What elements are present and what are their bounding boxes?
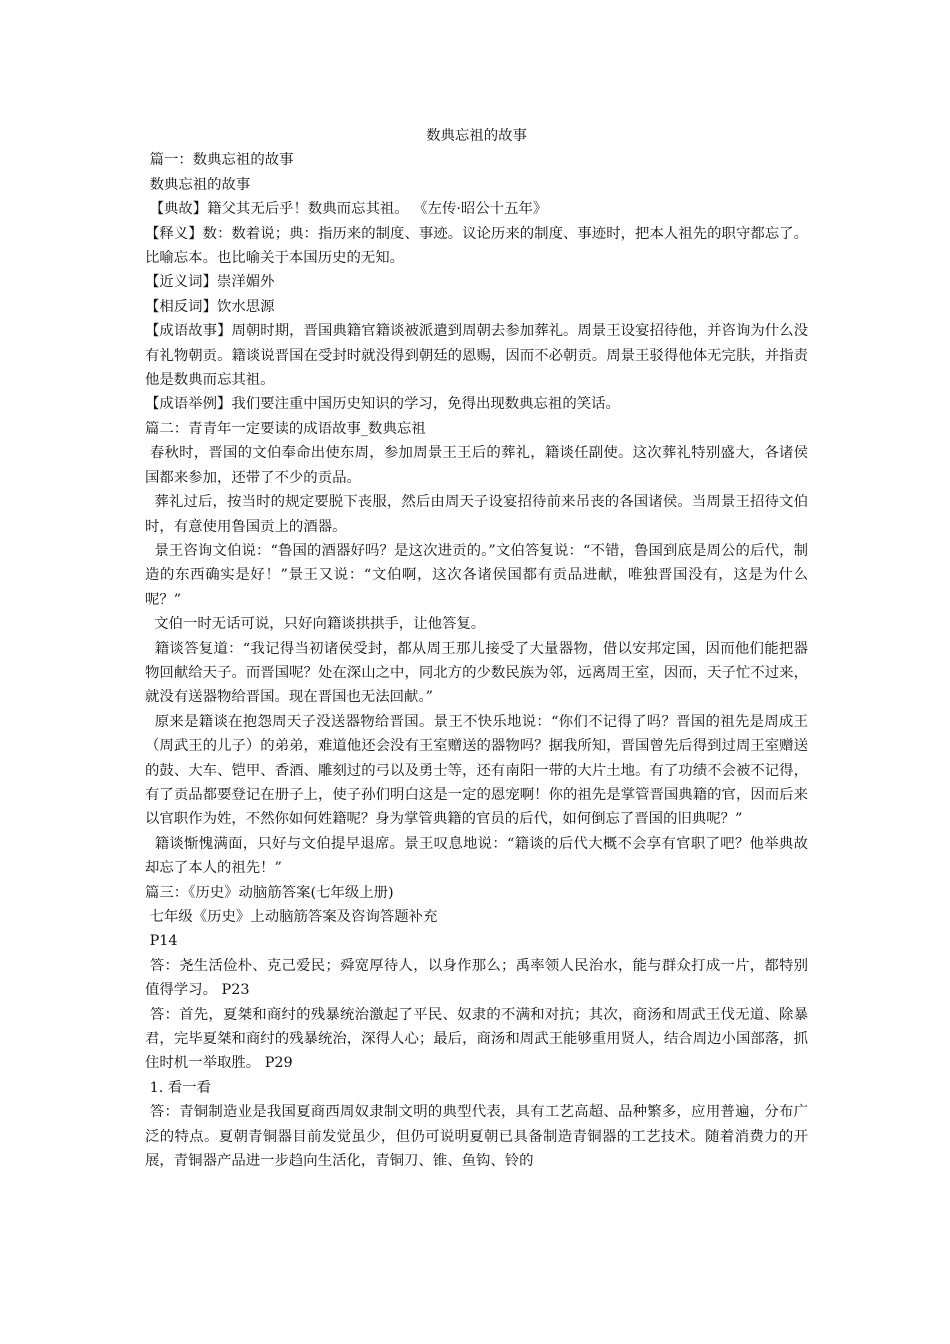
document-page <box>145 124 808 1173</box>
paragraph: 篇二：青青年一定要读的成语故事_数典忘祖 <box>145 420 426 437</box>
paragraph: 景王咨询文伯说：“鲁国的酒器好吗？是这次进贡的。”文伯答复说：“不错，鲁国到底是周公的后代，制造的东西确实是好！”景王又说：“文伯啊，这次各诸侯国都有贡品进献，唯独晋国没有，这是为什么呢？” <box>145 542 808 608</box>
paragraph: 答：首先，夏桀和商纣的残暴统治激起了平民、奴隶的不满和对抗；其次，商汤和周武王伐无道、除暴君，完毕夏桀和商纣的残暴统治，深得人心；最后，商汤和周武王能够重用贤人，结合周边小国部落，抓住时机一举取胜。 P29 <box>145 1006 808 1072</box>
paragraph: 【成语故事】周朝时期，晋国典籍官籍谈被派遣到周朝去参加葬礼。周景王设宴招待他，并咨询为什么没有礼物朝贡。籍谈说晋国在受封时就没得到朝廷的恩赐，因而不必朝贡。周景王驳得他体无完肤，并指责他是数典而忘其祖。 <box>145 323 808 389</box>
document-body <box>145 148 808 1173</box>
paragraph: 春秋时，晋国的文伯奉命出使东周，参加周景王王后的葬礼，籍谈任副使。这次葬礼特别盛大，各诸侯国都来参加，还带了不少的贡品。 <box>145 445 808 486</box>
paragraph: P14 <box>145 933 178 950</box>
paragraph: 【近义词】崇洋媚外 <box>145 274 275 291</box>
paragraph: 【释义】数：数着说；典：指历来的制度、事迹。议论历来的制度、事迹时，把本人祖先的职守都忘了。比喻忘本。也比喻关于本国历史的无知。 <box>145 225 808 267</box>
paragraph: 数典忘祖的故事 <box>145 176 251 193</box>
paragraph: 【相反词】饮水思源 <box>145 298 275 315</box>
paragraph: 七年级《历史》上动脑筋答案及咨询答题补充 <box>145 909 438 925</box>
paragraph: 答：尧生活俭朴、克己爱民；舜宽厚待人，以身作那么；禹率领人民治水，能与群众打成一片，都特别值得学习。 P23 <box>145 957 808 999</box>
paragraph: 葬礼过后，按当时的规定要脱下丧服，然后由周天子设宴招待前来吊丧的各国诸侯。当周景王招待文伯时，有意使用鲁国贡上的酒器。 <box>145 494 808 535</box>
paragraph: 答：青铜制造业是我国夏商西周奴隶制文明的典型代表，具有工艺高超、品种繁多，应用普遍，分布广泛的特点。夏朝青铜器目前发觉虽少，但仍可说明夏朝已具备制造青铜器的工艺技术。随着消费力的开展，青铜器产品进一步趋向生活化，青铜刀、锥、鱼钩、铃的 <box>145 1104 808 1170</box>
paragraph: 篇三：《历史》动脑筋答案(七年级上册) <box>145 884 394 901</box>
document-title: 数典忘祖的故事 <box>426 128 527 144</box>
paragraph: 【典故】籍父其无后乎！数典而忘其祖。 《左传·昭公十五年》 <box>145 201 548 218</box>
paragraph: 文伯一时无话可说，只好向籍谈拱拱手，让他答复。 <box>145 616 486 633</box>
paragraph: 【成语举例】我们要注重中国历史知识的学习，免得出现数典忘祖的笑话。 <box>145 396 620 413</box>
paragraph: 籍谈答复道：“我记得当初诸侯受封，都从周王那儿接受了大量器物，借以安邦定国，因而他们能把器物回献给天子。而晋国呢？处在深山之中，同北方的少数民族为邻，远离周王室，因而，天子忙不过来，就没有送器物给晋国。现在晋国也无法回献。” <box>145 640 808 706</box>
paragraph: 篇一：数典忘祖的故事 <box>145 152 294 169</box>
paragraph: 籍谈惭愧满面，只好与文伯提早退席。景王叹息地说：“籍谈的后代大概不会享有官职了吧？他举典故却忘了本人的祖先！” <box>145 835 808 877</box>
paragraph: 1. 看一看 <box>145 1079 212 1096</box>
paragraph: 原来是籍谈在抱怨周天子没送器物给晋国。景王不快乐地说：“你们不记得了吗？晋国的祖先是周成王（周武王的儿子）的弟弟，难道他还会没有王室赠送的器物吗？据我所知，晋国曾先后得到过周王室赠送的鼓、大车、铠甲、香酒、雕刻过的弓以及勇士等，还有南阳一带的大片土地。有了功绩不会被不记得，有了贡品都要登记在册子上，使子孙们明白这是一定的恩宠啊！你的祖先是掌管晋国典籍的官，因而后来以官职作为姓，不然你如何姓籍呢？身为掌管典籍的官员的后代，如何倒忘了晋国的旧典呢？” <box>145 713 808 828</box>
